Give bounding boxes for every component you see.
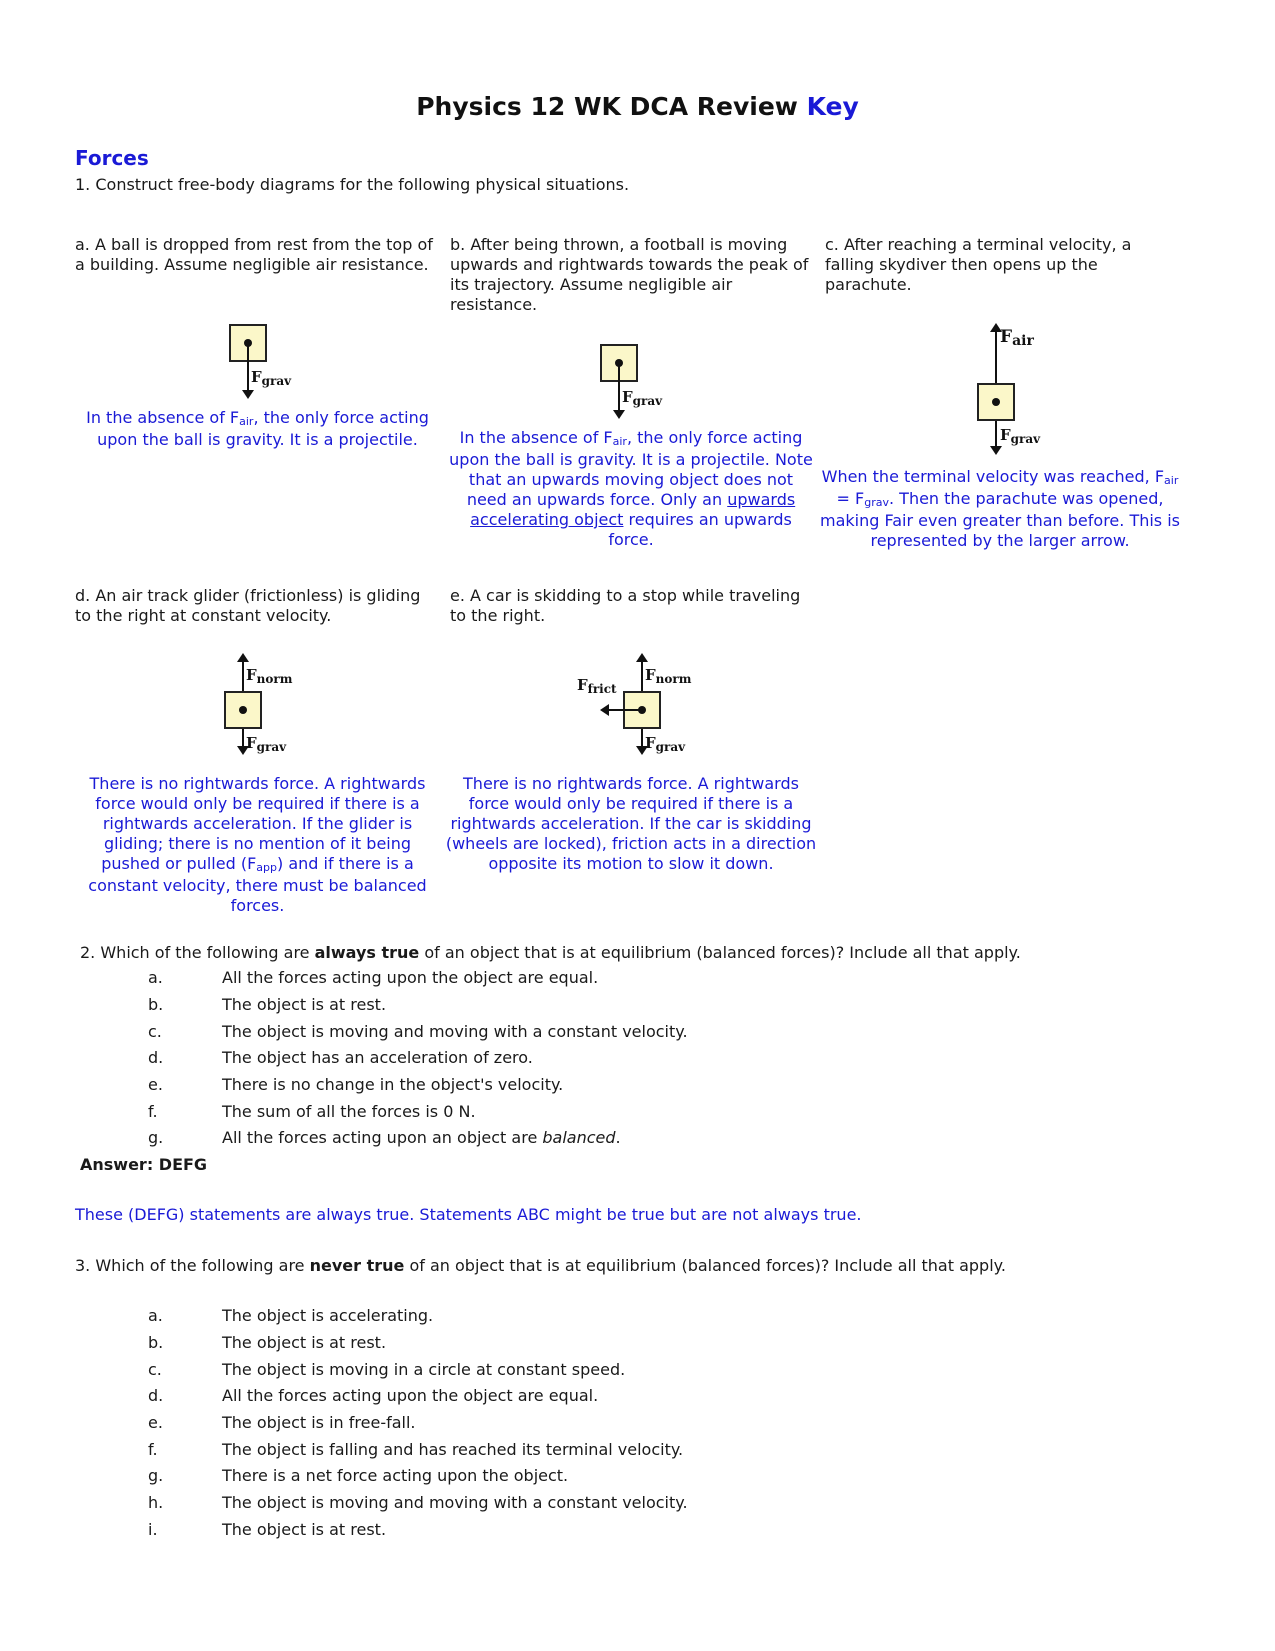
diagram-e [575,650,705,760]
q1b-text: b. After being thrown, a football is moving upwards and rightwards towards the peak of its trajectory. Assume negligible air resistance. [450,235,809,314]
q3-prompt: 3. Which of the following are never true of an object that is at equilibrium (balanced forces)? Include all that apply. [75,1256,1006,1275]
diagram-d-center-dot [239,706,247,714]
title-key: Key [806,92,859,121]
q1c-answer: When the terminal velocity was reached, Fair = Fgrav. Then the parachute was opened, making Fair even greater than before. This is represented by the larger arrow. [820,467,1180,550]
diagram-a-grav-arrowhead [242,390,254,399]
diagram-e-grav-label: $F_{grav}$ [645,734,686,754]
diagram-d-norm-arrowhead [237,653,249,662]
section-heading: Forces [75,146,149,170]
q1e-answer: There is no rightwards force. A rightwards force would only be required if there is a rightwards acceleration. If the car is skidding (wheels are locked), friction acts in a direction opposite its motion to slow it down. [445,774,817,873]
diagram-e-norm-label: $F_{norm}$ [645,666,692,686]
q1c-text: c. After reaching a terminal velocity, a falling skydiver then opens up the parachute. [825,235,1132,294]
q1d-text: d. An air track glider (frictionless) is gliding to the right at constant velocity. [75,586,421,625]
page-title: Physics 12 WK DCA Review Key [416,92,859,121]
q1d-answer: There is no rightwards force. A rightwards force would only be required if there is a rightwards acceleration. If the glider is gliding; there is no mention of it being pushed or pulled (Fapp) and if there is a constant velocity, there must be balanced forces. [88,774,427,915]
diagram-d-norm-label: $F_{norm}$ [246,666,293,686]
diagram-d-grav-label: $F_{grav}$ [246,734,287,754]
diagram-b [596,340,696,425]
diagram-b-grav-arrowhead [613,410,625,419]
diagram-c [970,320,1060,460]
q1a-answer: In the absence of Fair, the only force acting upon the ball is gravity. It is a projectile. [86,408,429,449]
diagram-c-center-dot [992,398,1000,406]
diagram-e-norm-arrowhead [636,653,648,662]
diagram-a [220,320,320,405]
q2-answer: Answer: DEFG [80,1155,208,1174]
diagram-a-grav-label: $F_{grav}$ [251,368,292,388]
q1b-answer: In the absence of Fair, the only force acting upon the ball is gravity. It is a projectile. Note that an upwards moving object does not need an upwards force. Only an upwards accelerating object requires an upwards force. [449,428,813,549]
q2-explanation: These (DEFG) statements are always true. Statements ABC might be true but are not always true. [75,1205,862,1224]
q2-prompt: 2. Which of the following are always true of an object that is at equilibrium (balanced forces)? Include all that apply. [80,943,1021,962]
q1a-text: a. A ball is dropped from rest from the top of a building. Assume negligible air resistance. [75,235,433,274]
q1-prompt: 1. Construct free-body diagrams for the following physical situations. [75,175,630,194]
diagram-c-air-label: Fair [1000,327,1034,349]
q1e-text: e. A car is skidding to a stop while traveling to the right. [450,586,801,625]
diagram-c-grav-arrowhead [990,446,1002,455]
q1b-answer-link[interactable]: upwards accelerating object [470,490,796,529]
diagram-e-frict-label: $F_{frict}$ [577,676,617,696]
diagram-d [215,650,315,760]
diagram-b-grav-label: $F_{grav}$ [622,388,663,408]
diagram-e-frict-arrowhead [600,704,609,716]
diagram-c-grav-label: $F_{grav}$ [1000,426,1041,446]
